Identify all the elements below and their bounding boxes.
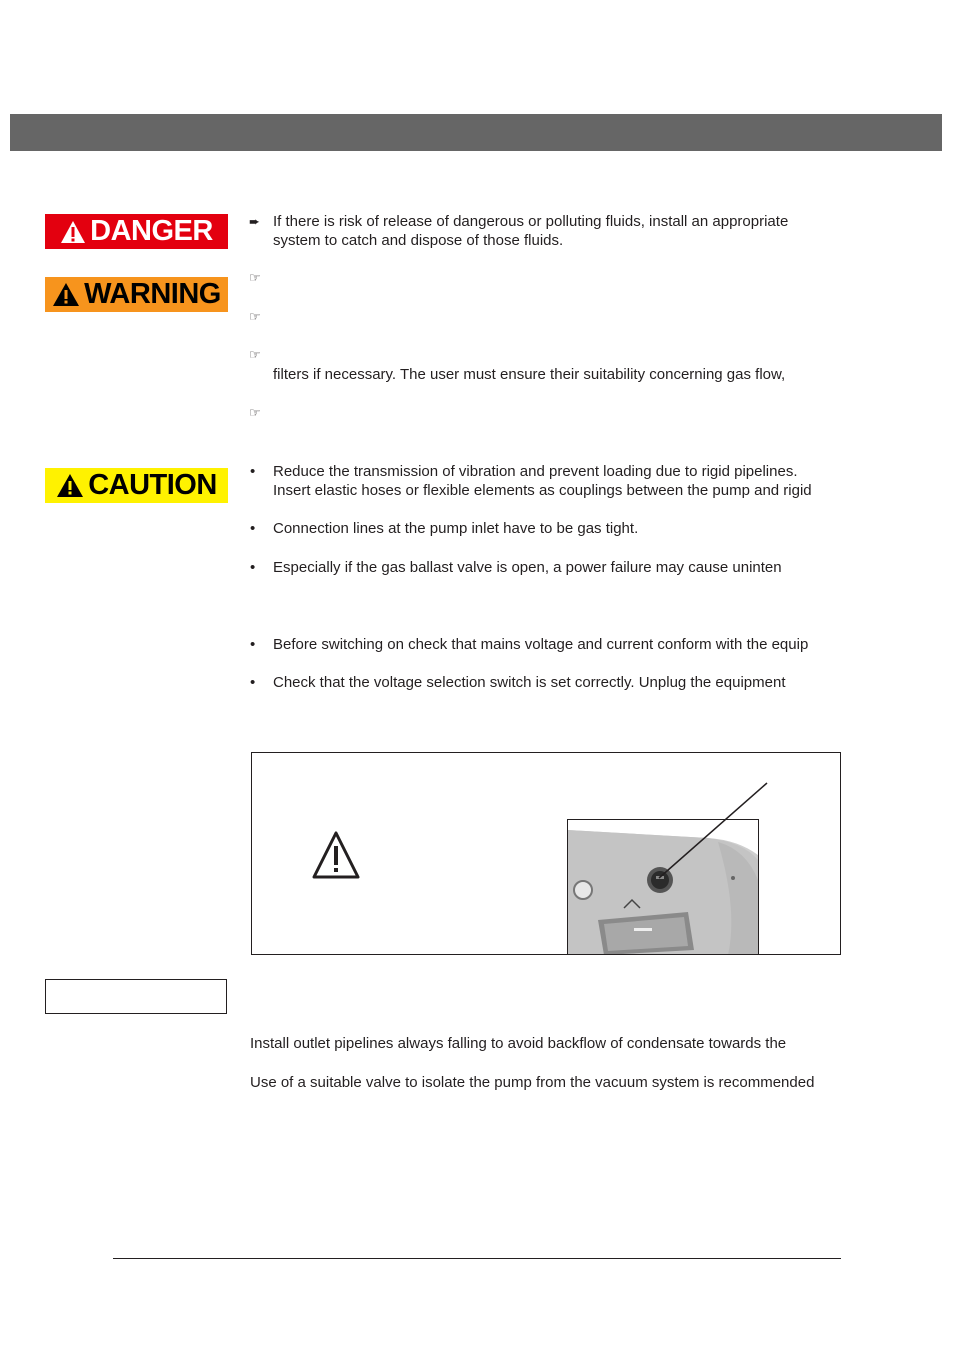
caution-item-1-line2: Insert elastic hoses or flexible elements as couplings between the pump and rigid	[273, 482, 812, 499]
voltage-switch-figure	[251, 752, 841, 955]
notice-paragraph-1: Install outlet pipelines always falling to avoid backflow of condensate towards the	[250, 1035, 787, 1052]
warning-sign	[45, 277, 228, 312]
caution-item-2: Connection lines at the pump inlet have to be gas tight.	[273, 520, 639, 537]
bullet: •	[250, 463, 256, 480]
danger-sign	[45, 214, 228, 249]
bullet: •	[250, 636, 256, 653]
danger-label: DANGER	[90, 215, 213, 247]
danger-triangle-icon	[60, 220, 86, 244]
caution-item-4: Before switching on check that mains voltage and current conform with the equip	[273, 636, 809, 653]
warning-triangle-icon	[52, 282, 80, 307]
arrow-marker-icon: ➨	[249, 214, 260, 229]
caution-triangle-icon	[56, 473, 84, 498]
notice-label-box	[45, 979, 227, 1014]
danger-note-line1: If there is risk of release of dangerous or polluting fluids, install an appropriate	[273, 213, 789, 230]
warning-note-filters-line: filters if necessary. The user must ensure their suitability concerning gas flow,	[273, 366, 786, 383]
bullet: •	[250, 520, 256, 537]
caution-item-3: Especially if the gas ballast valve is open, a power failure may cause uninten	[273, 559, 782, 576]
section-header-bar	[10, 114, 942, 151]
warning-label: WARNING	[84, 278, 221, 310]
hand-pointer-icon: ☞	[249, 270, 261, 285]
callout-line	[252, 753, 840, 954]
hand-pointer-icon: ☞	[249, 309, 261, 324]
hand-pointer-icon: ☞	[249, 405, 261, 420]
footer-rule	[113, 1258, 841, 1259]
caution-item-5: Check that the voltage selection switch is set correctly. Unplug the equipment	[273, 674, 786, 691]
notice-paragraph-2: Use of a suitable valve to isolate the pump from the vacuum system is recommended	[250, 1074, 815, 1091]
hand-pointer-icon: ☞	[249, 347, 261, 362]
bullet: •	[250, 559, 256, 576]
bullet: •	[250, 674, 256, 691]
danger-note-line2: system to catch and dispose of those fluids.	[273, 232, 564, 249]
caution-sign	[45, 468, 228, 503]
caution-label: CAUTION	[88, 469, 217, 501]
caution-item-1-line1: Reduce the transmission of vibration and prevent loading due to rigid pipelines.	[273, 463, 798, 480]
